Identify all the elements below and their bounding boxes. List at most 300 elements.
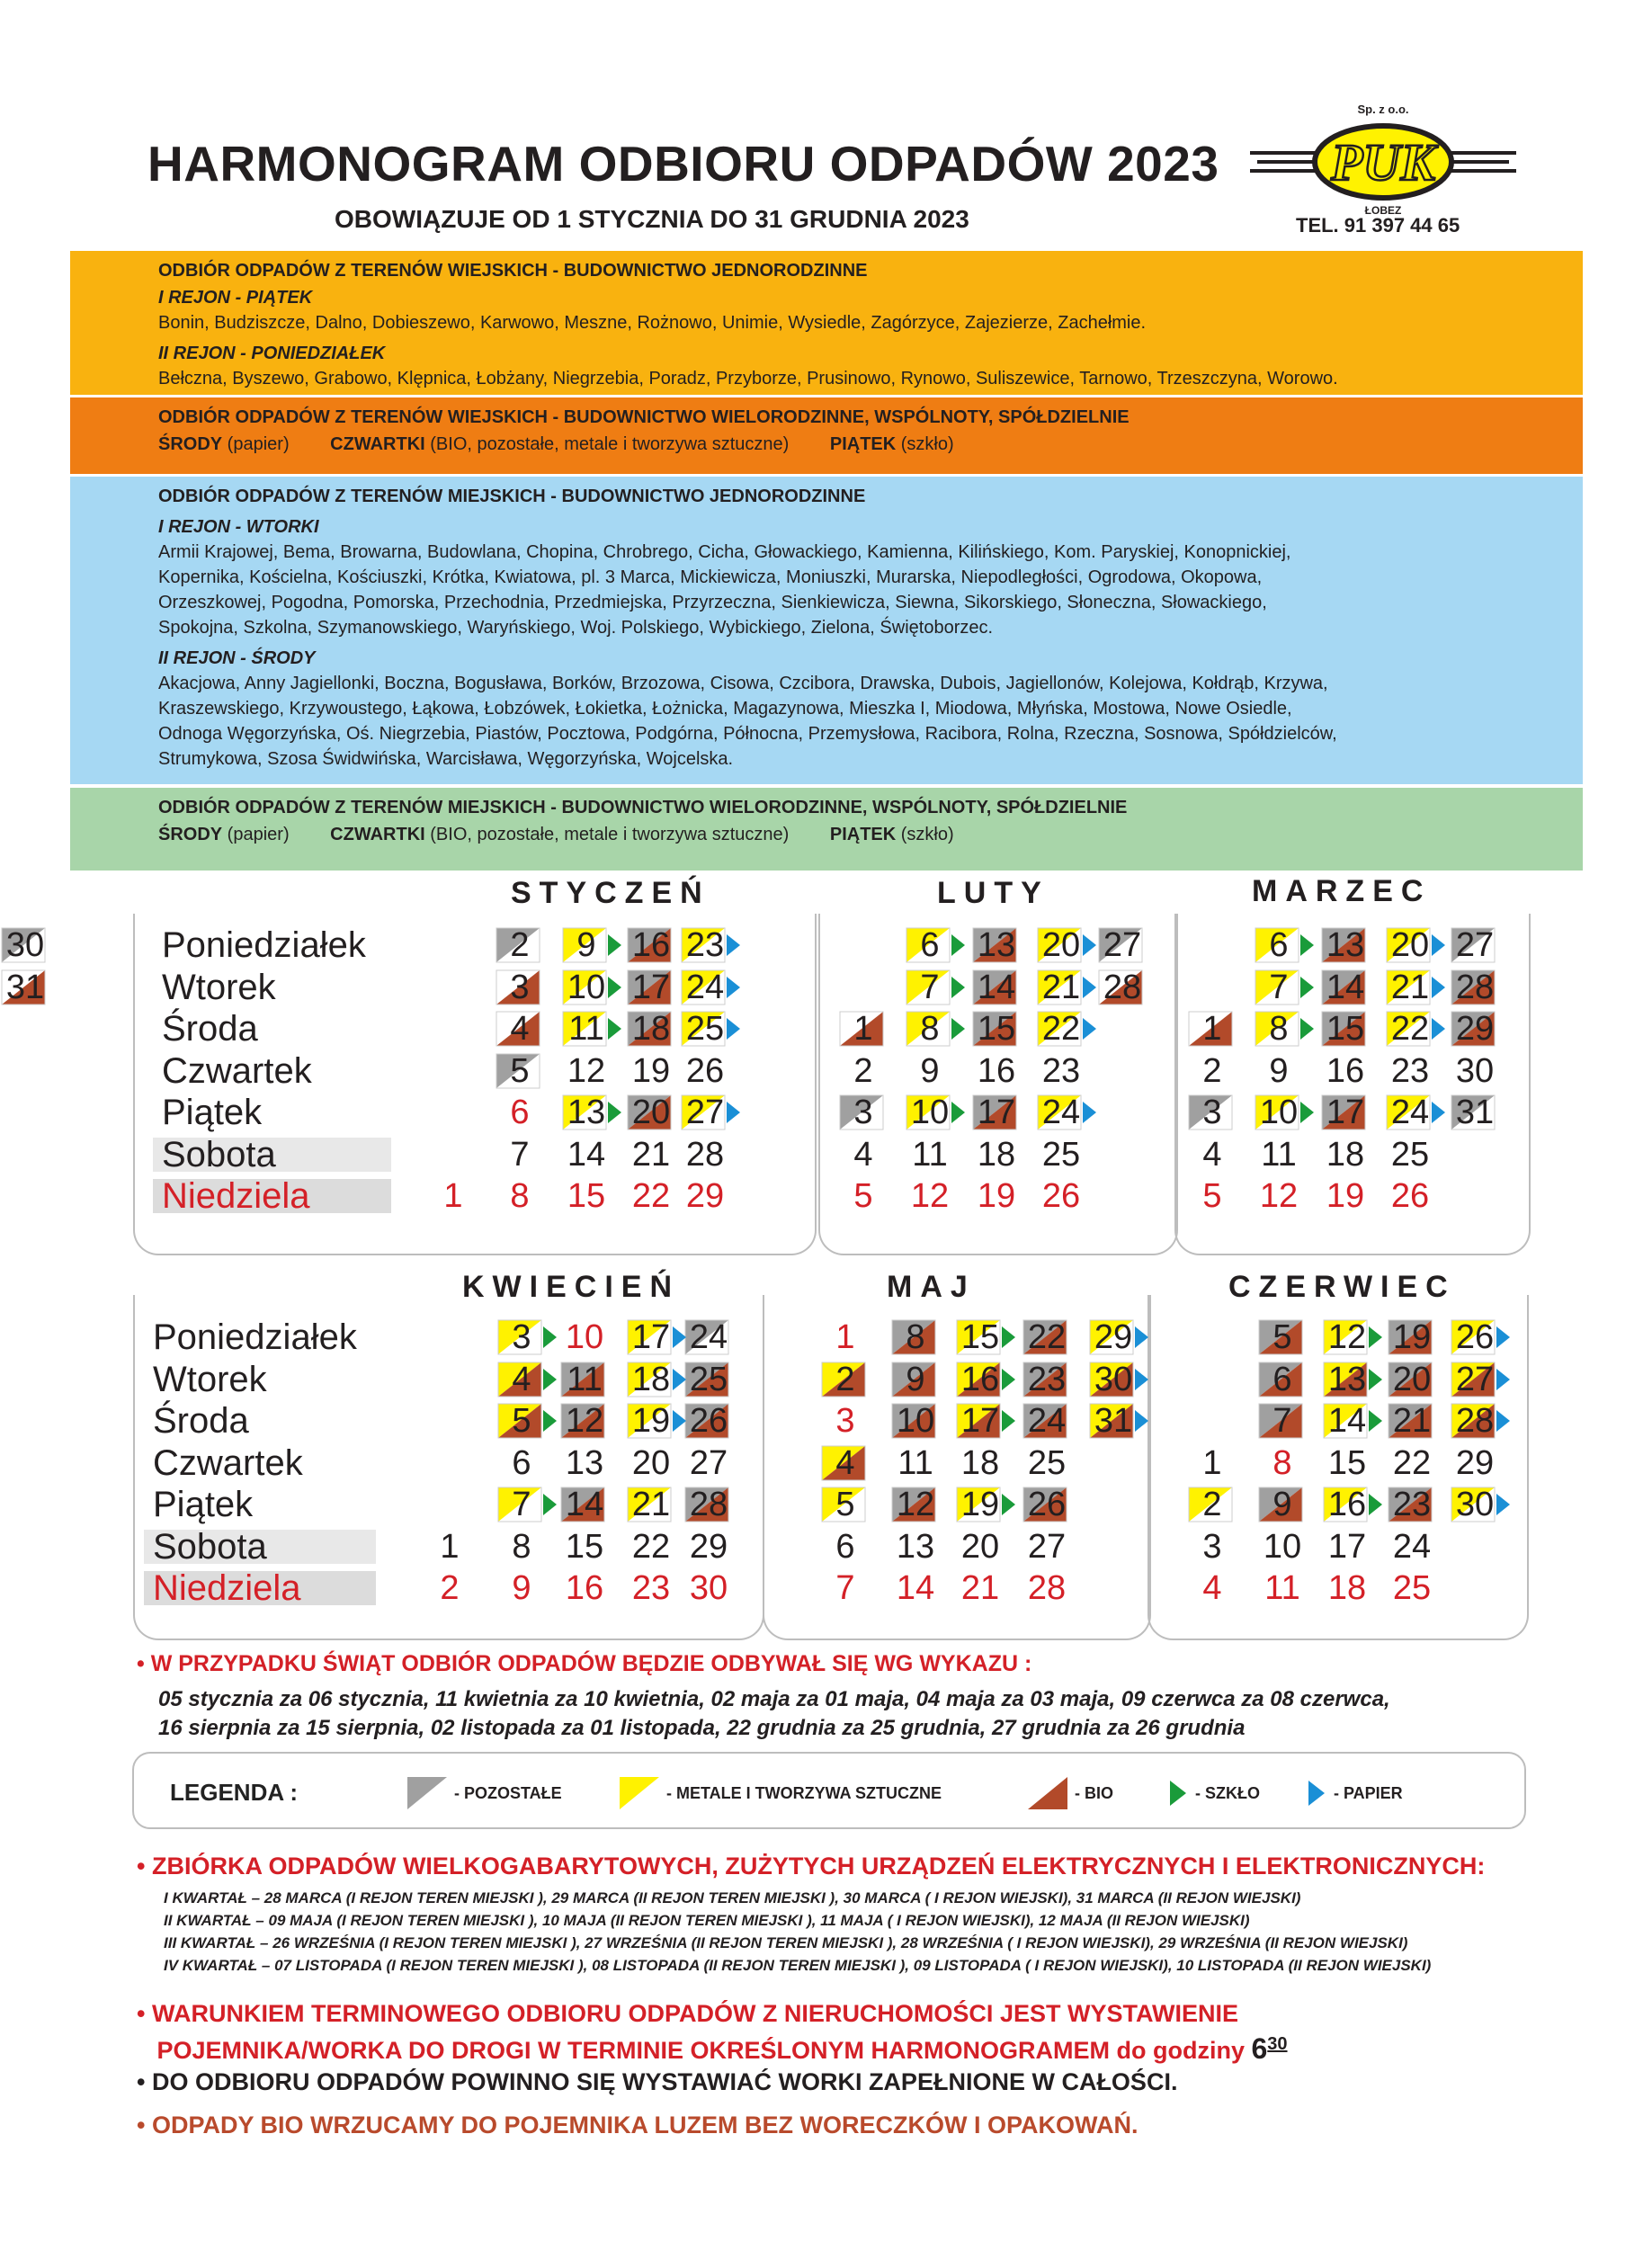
day-number: 9 (576, 926, 596, 964)
day-thursday: CZWARTKI (330, 825, 425, 844)
day-number: 3 (835, 1402, 855, 1440)
day-cell (1036, 1177, 1086, 1215)
green-arrow-icon (608, 934, 621, 956)
day-number: 10 (1259, 1094, 1299, 1131)
day-cell (1322, 1402, 1372, 1440)
day-number: 21 (631, 1486, 671, 1523)
day-friday: PIĄTEK (829, 434, 897, 454)
green-arrow-icon (1300, 1102, 1314, 1123)
green-arrow-icon (1369, 1369, 1382, 1390)
blue-arrow-icon (1135, 1369, 1148, 1390)
day-cell (1450, 1318, 1500, 1356)
day-number: 9 (1269, 1051, 1289, 1090)
day-number: 21 (1390, 968, 1430, 1006)
day-number: 31 (1094, 1402, 1133, 1440)
day-number: 26 (1455, 1318, 1495, 1356)
blue-arrow-icon (1496, 1494, 1510, 1515)
blue-arrow-icon (1496, 1410, 1510, 1432)
day-cell (495, 1177, 545, 1215)
day-number: 15 (567, 1177, 606, 1215)
day-number: 18 (960, 1443, 1000, 1482)
day-number: 21 (960, 1569, 1000, 1607)
day-number: 22 (1390, 1010, 1430, 1048)
day-number: 7 (1272, 1402, 1292, 1440)
day-number: 11 (1264, 1569, 1300, 1607)
collection-days (158, 822, 1583, 847)
green-arrow-icon (1300, 977, 1314, 998)
day-number: 23 (1392, 1486, 1432, 1523)
weekday-label: Sobota (144, 1530, 376, 1564)
day-number: 11 (568, 1010, 604, 1048)
day-cell (1320, 926, 1371, 964)
day-number: 30 (5, 926, 45, 964)
day-number: 18 (631, 1010, 671, 1048)
day-number: 26 (1027, 1486, 1067, 1523)
day-number: 10 (910, 1094, 950, 1131)
day-number: 24 (689, 1318, 728, 1356)
blue-arrow-icon (1432, 1102, 1445, 1123)
day-cell (561, 1177, 612, 1215)
day-number: 23 (1390, 1051, 1430, 1090)
day-number: 23 (631, 1569, 671, 1607)
green-arrow-icon (1002, 1326, 1015, 1348)
day-number: 5 (1272, 1318, 1292, 1356)
day-number: 4 (1202, 1569, 1222, 1607)
day-cell (890, 1361, 941, 1398)
day-number: 25 (685, 1010, 725, 1048)
day-number: 20 (631, 1443, 671, 1482)
day-cell (1036, 1052, 1086, 1090)
green-arrow-icon (951, 934, 965, 956)
day-cell (905, 1052, 955, 1090)
weekday-label: Środa (162, 1009, 258, 1049)
day-cell (838, 1136, 889, 1174)
day-number: 5 (1202, 1177, 1222, 1215)
day-cell (905, 1094, 955, 1131)
day-number: 24 (1041, 1094, 1081, 1131)
day-cell (1257, 1528, 1308, 1566)
day-note: (szkło) (896, 434, 954, 454)
day-cell (683, 1444, 734, 1482)
day-number: 6 (510, 1094, 530, 1131)
day-cell (626, 1361, 676, 1398)
day-number: 13 (1327, 1360, 1367, 1398)
green-arrow-icon (543, 1494, 557, 1515)
text-line: I KWARTAŁ – 28 MARCA (I REJON TEREN MIEJSKI ), 29 MARCA (II REJON TEREN MIEJSKI ), 30 MARCA ( I REJON WIEJSKI), 31 MARCA (II REJON WIEJSKI) (164, 1889, 1301, 1906)
day-cell (890, 1528, 941, 1566)
day-cell (626, 1486, 676, 1523)
day-number: 28 (685, 1135, 725, 1174)
day-cell (890, 1318, 941, 1356)
day-number: 18 (977, 1135, 1016, 1174)
text-line: Akacjowa, Anny Jagiellonki, Boczna, Bogusława, Borków, Brzozowa, Cisowa, Czcibora, Drawska, Dubois, Jagiellonów, Kolejowa, Kołdrąb, Krzywa, (158, 674, 1328, 693)
blue-arrow-icon (673, 1369, 686, 1390)
day-cell (838, 1010, 889, 1048)
day-cell (559, 1444, 610, 1482)
day-number: 6 (1272, 1360, 1292, 1398)
day-cell (559, 1486, 610, 1523)
day-number: 16 (960, 1360, 1000, 1398)
day-number: 28 (689, 1486, 728, 1523)
day-note: (BIO, pozostałe, metale i tworzywa sztuczne) (424, 434, 790, 454)
day-cell (496, 1361, 547, 1398)
blue-arrow-icon (1135, 1326, 1148, 1348)
day-cell (1450, 1010, 1500, 1048)
day-number: 12 (896, 1486, 935, 1523)
day-cell (820, 1569, 871, 1607)
day-number: 14 (896, 1569, 935, 1607)
day-cell (890, 1402, 941, 1440)
urban-multi-family-band (70, 788, 1583, 871)
day-number: 17 (960, 1402, 1000, 1440)
day-cell (680, 926, 730, 964)
day-number: 18 (1327, 1569, 1367, 1607)
day-number: 2 (853, 1051, 873, 1090)
day-cell (1257, 1318, 1308, 1356)
day-cell (1322, 1318, 1372, 1356)
day-cell (428, 1177, 478, 1215)
month-name: LUTY (937, 876, 1049, 910)
day-cell (1320, 969, 1371, 1006)
holiday-heading: • W PRZYPADKU ŚWIĄT ODBIÓR ODPADÓW BĘDZIE ODBYWAŁ SIĘ WG WYKAZU : (137, 1651, 1032, 1676)
day-number: 14 (1327, 1402, 1367, 1440)
collection-days (158, 432, 1583, 457)
band-heading: ODBIÓR ODPADÓW Z TERENÓW WIEJSKICH - BUDOWNICTWO WIELORODZINNE, WSPÓLNOTY, SPÓŁDZIELNIE (158, 407, 1130, 427)
day-number: 5 (853, 1177, 873, 1215)
month-name: KWIECIEŃ (462, 1270, 680, 1304)
day-cell (1387, 1402, 1437, 1440)
day-cell (683, 1361, 734, 1398)
day-number: 12 (567, 1051, 606, 1090)
day-cell (955, 1528, 1005, 1566)
day-cell (1187, 1486, 1237, 1523)
day-cell (1387, 1444, 1437, 1482)
band-heading: ODBIÓR ODPADÓW Z TERENÓW MIEJSKICH - BUDOWNICTWO JEDNORODZINNE (158, 487, 866, 506)
day-cell (424, 1569, 475, 1607)
brown-triangle-icon (1028, 1777, 1067, 1809)
day-cell (955, 1569, 1005, 1607)
day-cell (1088, 1318, 1139, 1356)
day-cell (680, 1010, 730, 1048)
day-number: 13 (896, 1527, 935, 1566)
day-number: 11 (897, 1443, 933, 1482)
green-arrow-icon (1300, 1018, 1314, 1040)
day-cell (971, 926, 1022, 964)
day-cell (495, 969, 545, 1006)
day-cell (971, 1136, 1022, 1174)
day-number: 12 (910, 1177, 950, 1215)
svg-text:PUK: PUK (1331, 133, 1435, 192)
text-line: Orzeszkowej, Pogodna, Pomorska, Przechodnia, Przedmiejska, Przyrzeczna, Sienkiewicza, Siewna, Sikorskiego, Słoneczna, Słowackiego, (158, 593, 1267, 612)
day-cell (683, 1569, 734, 1607)
day-number: 25 (689, 1360, 728, 1398)
holiday-line: 05 stycznia za 06 stycznia, 11 kwietnia za 10 kwietnia, 02 maja za 01 maja, 04 maja za 03 maja, 09 czerwca za 08 czerwca, (158, 1687, 1390, 1711)
day-number: 4 (1202, 1135, 1222, 1174)
day-number: 9 (1272, 1486, 1292, 1523)
day-cell (626, 1136, 676, 1174)
day-cell (626, 926, 676, 964)
day-wednesday: ŚRODY (158, 434, 223, 454)
day-number: 27 (1455, 926, 1495, 964)
day-cell (1022, 1528, 1072, 1566)
day-number: 6 (835, 1527, 855, 1566)
svg-text:Sp. z o.o.: Sp. z o.o. (1357, 103, 1409, 116)
street-list (158, 540, 1583, 640)
day-cell (683, 1318, 734, 1356)
weekday-label: Środa (153, 1401, 249, 1441)
day-cell (1022, 1444, 1072, 1482)
day-number: 10 (896, 1402, 935, 1440)
day-number: 10 (565, 1318, 604, 1356)
svg-text:ŁOBEZ: ŁOBEZ (1364, 204, 1402, 217)
day-cell (495, 1052, 545, 1090)
day-friday: PIĄTEK (829, 825, 897, 844)
day-cell (683, 1486, 734, 1523)
day-number: 27 (685, 1094, 725, 1131)
region-label: I REJON - WTORKI (158, 517, 319, 537)
day-cell (905, 1177, 955, 1215)
day-number: 24 (1392, 1527, 1432, 1566)
day-number: 30 (689, 1569, 728, 1607)
day-number: 19 (631, 1051, 671, 1090)
day-cell (890, 1444, 941, 1482)
day-cell (0, 969, 50, 1006)
day-cell (1320, 1177, 1371, 1215)
day-cell (1450, 926, 1500, 964)
note-full-bags: • DO ODBIORU ODPADÓW POWINNO SIĘ WYSTAWIAĆ WORKI ZAPEŁNIONE W CAŁOŚCI. (137, 2068, 1178, 2095)
day-note: (papier) (222, 825, 290, 844)
day-cell (1036, 1136, 1086, 1174)
day-cell (1385, 1177, 1435, 1215)
day-number: 24 (1390, 1094, 1430, 1131)
day-note: (papier) (222, 434, 290, 454)
month-name: CZERWIEC (1228, 1270, 1456, 1304)
day-cell (1385, 1136, 1435, 1174)
day-cell (1450, 1486, 1500, 1523)
day-number: 11 (567, 1360, 603, 1398)
day-number: 24 (1027, 1402, 1067, 1440)
day-cell (1387, 1361, 1437, 1398)
day-thursday: CZWARTKI (330, 434, 425, 454)
region-label: II REJON - PONIEDZIAŁEK (158, 344, 386, 363)
day-cell (820, 1444, 871, 1482)
day-number: 3 (1202, 1527, 1222, 1566)
green-arrow-icon (1002, 1494, 1015, 1515)
day-cell (1385, 1052, 1435, 1090)
band-heading: ODBIÓR ODPADÓW Z TERENÓW WIEJSKICH - BUDOWNICTWO JEDNORODZINNE (158, 261, 868, 281)
day-number: 16 (565, 1569, 604, 1607)
day-cell (495, 1136, 545, 1174)
day-number: 19 (960, 1486, 1000, 1523)
day-cell (820, 1318, 871, 1356)
day-cell (1036, 1010, 1086, 1048)
day-number: 2 (835, 1360, 855, 1398)
day-number: 22 (631, 1177, 671, 1215)
blue-arrow-icon (727, 977, 740, 998)
green-arrow-icon (1002, 1410, 1015, 1432)
day-number: 27 (1027, 1527, 1067, 1566)
telephone: TEL. 91 397 44 65 (1296, 214, 1460, 237)
day-cell (561, 1094, 612, 1131)
day-cell (496, 1444, 547, 1482)
day-cell (495, 1010, 545, 1048)
day-cell (424, 1528, 475, 1566)
day-cell (0, 926, 50, 964)
day-cell (1322, 1528, 1372, 1566)
day-number: 27 (1103, 926, 1142, 964)
day-number: 16 (1326, 1051, 1365, 1090)
region-localities: Bonin, Budziszcze, Dalno, Dobieszewo, Karwowo, Meszne, Rożnowo, Unimie, Wysiedle, Zagórzyce, Zajezierze, Zachełmie. (158, 313, 1147, 333)
blue-arrow-icon (1083, 934, 1096, 956)
day-number: 12 (565, 1402, 604, 1440)
day-number: 1 (835, 1318, 855, 1356)
day-cell (955, 1318, 1005, 1356)
day-number: 7 (920, 968, 940, 1006)
region-label: II REJON - ŚRODY (158, 648, 316, 668)
blue-arrow-icon (1308, 1777, 1326, 1809)
day-number: 20 (1041, 926, 1081, 964)
day-cell (559, 1569, 610, 1607)
day-number: 26 (1041, 1177, 1081, 1215)
day-cell (955, 1402, 1005, 1440)
day-number: 8 (510, 1177, 530, 1215)
day-number: 13 (977, 926, 1016, 964)
day-cell (626, 1569, 676, 1607)
day-cell (1322, 1361, 1372, 1398)
day-cell (1385, 1094, 1435, 1131)
month-name: MARZEC (1252, 874, 1432, 908)
blue-arrow-icon (1083, 977, 1096, 998)
day-cell (890, 1486, 941, 1523)
day-number: 1 (1202, 1010, 1222, 1048)
day-number: 23 (685, 926, 725, 964)
day-cell (626, 1402, 676, 1440)
blue-arrow-icon (673, 1410, 686, 1432)
legend-title: LEGENDA : (170, 1779, 299, 1806)
day-number: 3 (1202, 1094, 1222, 1131)
day-number: 18 (1326, 1135, 1365, 1174)
day-cell (1187, 1444, 1237, 1482)
day-cell (495, 926, 545, 964)
day-cell (838, 1052, 889, 1090)
day-cell (626, 1528, 676, 1566)
green-arrow-icon (951, 1102, 965, 1123)
day-number: 29 (1455, 1010, 1495, 1048)
day-cell (1257, 1402, 1308, 1440)
day-number: 30 (1455, 1051, 1495, 1090)
day-cell (955, 1361, 1005, 1398)
blue-arrow-icon (1496, 1326, 1510, 1348)
day-cell (1187, 1010, 1237, 1048)
day-number: 10 (567, 968, 606, 1006)
day-number: 8 (920, 1010, 940, 1048)
day-cell (1257, 1444, 1308, 1482)
bulky-waste-dates (164, 1887, 1431, 1977)
day-number: 1 (443, 1177, 463, 1215)
day-cell (1187, 1569, 1237, 1607)
weekday-label: Czwartek (162, 1050, 312, 1091)
day-cell (1088, 1361, 1139, 1398)
day-number: 7 (1269, 968, 1289, 1006)
day-cell (496, 1569, 547, 1607)
day-number: 9 (906, 1360, 925, 1398)
day-number: 22 (1041, 1010, 1081, 1048)
green-arrow-icon (1369, 1326, 1382, 1348)
day-cell (1387, 1528, 1437, 1566)
green-arrow-icon (1369, 1494, 1382, 1515)
day-cell (626, 1010, 676, 1048)
green-arrow-icon (1002, 1369, 1015, 1390)
day-number: 20 (1392, 1360, 1432, 1398)
day-number: 7 (835, 1569, 855, 1607)
weekday-label: Poniedziałek (153, 1317, 357, 1357)
day-cell (495, 1094, 545, 1131)
day-number: 21 (1041, 968, 1081, 1006)
blue-arrow-icon (673, 1326, 686, 1348)
weekday-label: Niedziela (144, 1571, 376, 1605)
day-cell (1257, 1569, 1308, 1607)
day-number: 30 (1094, 1360, 1133, 1398)
day-cell (496, 1486, 547, 1523)
day-cell (1254, 926, 1304, 964)
day-cell (680, 1094, 730, 1131)
day-number: 5 (835, 1486, 855, 1523)
day-cell (1036, 969, 1086, 1006)
day-cell (1097, 926, 1147, 964)
day-number: 6 (512, 1443, 531, 1482)
note-bio-loose: • ODPADY BIO WRZUCAMY DO POJEMNIKA LUZEM BEZ WORECZKÓW I OPAKOWAŃ. (137, 2112, 1139, 2139)
green-arrow-icon (1369, 1410, 1382, 1432)
day-number: 15 (1326, 1010, 1365, 1048)
day-cell (1450, 1361, 1500, 1398)
green-arrow-icon (951, 977, 965, 998)
day-cell (1320, 1094, 1371, 1131)
day-cell (1187, 1052, 1237, 1090)
day-cell (1036, 1094, 1086, 1131)
day-cell (680, 1177, 730, 1215)
day-number: 2 (440, 1569, 460, 1607)
day-number: 13 (567, 1094, 606, 1131)
day-number: 24 (685, 968, 725, 1006)
day-number: 25 (1392, 1569, 1432, 1607)
day-number: 29 (685, 1177, 725, 1215)
day-number: 22 (631, 1527, 671, 1566)
green-arrow-icon (608, 977, 621, 998)
day-number: 4 (512, 1360, 531, 1398)
day-cell (1257, 1486, 1308, 1523)
holiday-list (158, 1685, 1570, 1743)
day-number: 3 (512, 1318, 531, 1356)
day-number: 31 (1455, 1094, 1495, 1131)
day-cell (1187, 1094, 1237, 1131)
text-line: Kopernika, Kościelna, Kościuszki, Krótka, Kwiatowa, pl. 3 Marca, Mickiewicza, Moniuszki, Murarska, Niepodległości, Ogrodowa, Okopowa, (158, 567, 1263, 587)
day-number: 26 (689, 1402, 728, 1440)
day-number: 20 (1390, 926, 1430, 964)
day-cell (626, 1444, 676, 1482)
day-number: 26 (1390, 1177, 1430, 1215)
rural-single-family-band (70, 251, 1583, 395)
day-cell (1254, 1177, 1304, 1215)
day-cell (1387, 1569, 1437, 1607)
day-number: 31 (5, 968, 45, 1006)
day-cell (1322, 1569, 1372, 1607)
weekday-label: Czwartek (153, 1442, 303, 1483)
region-label: I REJON - PIĄTEK (158, 288, 313, 308)
day-cell (1022, 1318, 1072, 1356)
day-number: 3 (853, 1094, 873, 1131)
day-number: 25 (1390, 1135, 1430, 1174)
holiday-line: 16 sierpnia za 15 sierpnia, 02 listopada za 01 listopada, 22 grudnia za 25 grudnia, 27 grudnia za 26 grudnia (158, 1716, 1246, 1740)
